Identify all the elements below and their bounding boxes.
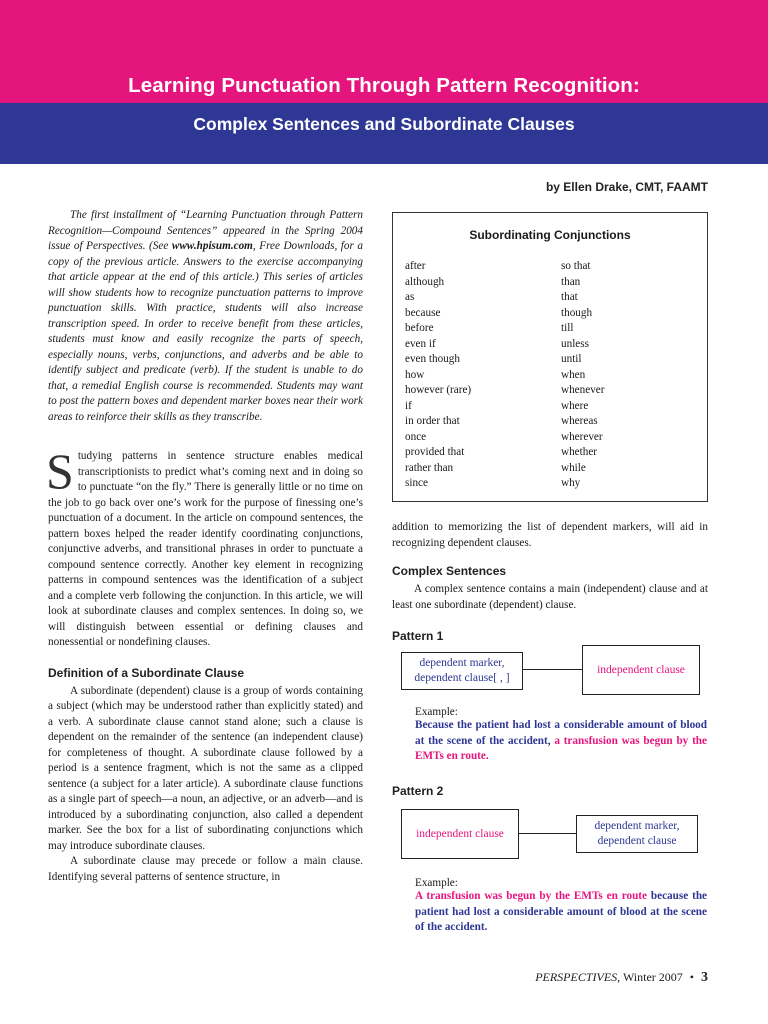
section-heading-subordinate-clause: Definition of a Subordinate Clause	[48, 665, 245, 680]
conjunction-item: if	[405, 399, 412, 412]
pattern-2-dependent-line-1: dependent marker,	[594, 820, 680, 832]
pattern-1-dependent-box	[401, 652, 523, 690]
footer-issue: , Winter 2007	[617, 970, 683, 984]
conjunctions-list-right	[561, 259, 604, 492]
conjunction-item: wherever	[561, 430, 603, 443]
pattern-2-dependent-box	[576, 815, 698, 853]
intro-url-link[interactable]: www.hpisum.com	[171, 240, 253, 252]
pattern-1-dependent-line-2: dependent clause[ , ]	[414, 672, 510, 684]
pattern-2-connector	[518, 833, 576, 834]
conjunction-item: where	[561, 399, 589, 412]
conjunction-item: although	[405, 275, 445, 288]
pattern-1-example	[415, 706, 707, 765]
conjunctions-box	[392, 212, 708, 502]
left-column	[48, 208, 363, 885]
pattern-2-example-text	[415, 889, 707, 936]
pattern-1-example-label: Example:	[415, 706, 458, 718]
conjunction-item: till	[561, 322, 574, 334]
pattern-2-example-dependent: because the patient had lost a considerable amount of blood at the scene of the accident.	[415, 890, 708, 933]
footer-magazine: PERSPECTIVES	[535, 970, 618, 984]
conjunction-item: provided that	[405, 446, 465, 458]
conjunctions-title: Subordinating Conjunctions	[469, 228, 631, 242]
article-title: Learning Punctuation Through Pattern Recognition:	[128, 74, 640, 97]
opening-paragraph	[46, 443, 363, 651]
page-footer	[535, 970, 708, 986]
conjunction-item: after	[405, 260, 426, 272]
section-heading-complex-sentences: Complex Sentences	[392, 564, 507, 578]
conjunction-item: how	[405, 368, 425, 381]
conjunction-item: in order that	[405, 415, 460, 427]
pattern-2-independent-label: independent clause	[416, 827, 504, 840]
footer-bullet: •	[689, 970, 694, 984]
conjunction-item: even if	[405, 337, 436, 350]
pattern-1-example-independent: a transfusion was begun by the EMTs en route.	[415, 734, 707, 762]
pattern-2-example-independent: A transfusion was begun by the EMTs en route	[415, 890, 647, 902]
pattern-1-example-text	[415, 718, 707, 765]
conjunction-item: when	[561, 368, 586, 381]
conjunction-item: because	[405, 306, 441, 319]
complex-sentences-paragraph: A complex sentence contains a main (independent) clause and at least one subordinate (dependent) clause.	[392, 583, 708, 611]
conjunction-item: once	[405, 430, 427, 443]
pattern-2-dependent-line-2: dependent clause	[597, 835, 677, 847]
conjunction-item: until	[561, 353, 582, 365]
intro-magazine: Perspectives	[86, 240, 143, 252]
pattern-2-independent-box	[401, 809, 519, 859]
conjunction-item: while	[561, 461, 586, 474]
conjunction-item: so that	[561, 260, 591, 272]
intro-text-1: The first installment of “Learning Punctuation through Pattern Recognition—Compound Sentences” appeared in the Spring 2004 issue of	[48, 209, 363, 252]
conjunction-item: since	[405, 477, 428, 489]
right-column	[392, 212, 708, 613]
pattern-2-example	[415, 877, 707, 936]
intro-text-3: , Free Downloads, for a copy of the previous article. Answers to the exercise accompanying that article appear at the end of this article.) This series of articles will show students how to recognize punctuation patterns to improve punctuation skills. With practice, students will also increase transcription speed. In order to receive benefit from these articles, students must know and easily recognize the parts of speech, especially nouns, verbs, conjunctions, and adverbs and be able to identify subject and predicate (verb). If the student is unable to do that, a remedial English course is recommended. Students may want to post the pattern boxes and dependent marker boxes near their work areas to reinforce their skills as they transcribe.	[48, 240, 363, 423]
conjunction-item: though	[561, 306, 593, 319]
conjunction-item: that	[561, 291, 578, 303]
conjunction-item: unless	[561, 337, 589, 350]
pattern-1-example-dependent: Because the patient had lost a considerable amount of blood at the scene of the accident,	[415, 719, 707, 747]
pattern-1-heading: Pattern 1	[392, 629, 444, 643]
conjunction-item: than	[561, 275, 581, 288]
page-number: 3	[701, 970, 708, 985]
intro-text-2: . (See	[142, 240, 172, 252]
article-subtitle: Complex Sentences and Subordinate Clauses	[193, 114, 575, 134]
byline: by Ellen Drake, CMT, FAAMT	[545, 180, 708, 194]
conjunction-item: whether	[561, 446, 598, 458]
conjunction-item: however (rare)	[405, 384, 472, 396]
pattern-1-connector	[522, 669, 582, 670]
pattern-2-example-label: Example:	[415, 877, 458, 889]
conjunction-item: whenever	[561, 384, 605, 396]
pattern-1-independent-box	[582, 645, 700, 695]
drop-cap: S	[46, 443, 74, 499]
conjunction-item: whereas	[561, 415, 598, 427]
conjunction-item: rather than	[405, 461, 454, 474]
conjunction-item: why	[561, 477, 581, 489]
pattern-1-dependent-line-1: dependent marker,	[419, 657, 505, 669]
body-paragraph-1: tudying patterns in sentence structure enables medical transcriptionists to predict what’s coming next and in doing so to punctuate “on the fly.” There is generally little or no time on the job to go back over one’s work for the purpose of finessing one’s punctuation of a document. In the article on compound sentences, the pattern boxes helped the reader identify coordinating conjunctions, conjunctive adverbs, and transitional phrases in order to punctuate a compound sentence correctly. Another key element in recognizing patterns in compound sentences was the identification of a subject and a complete verb following the conjunction. In this article, we will look at subordinate clauses and complex sentences. In doing so, we will distinguish between essential or defining clauses and nonessential or nondefining clauses.	[48, 450, 363, 648]
conjunction-item: before	[405, 322, 434, 334]
conjunctions-list-left	[405, 259, 471, 492]
intro-paragraph	[48, 208, 363, 425]
body-paragraph-2: A subordinate (dependent) clause is a group of words containing a subject (which may be understood rather than explicitly stated) and a verb. A subordinate clause cannot stand alone; such a clause is dependent on the remainder of the sentence (an independent clause) for completeness of thought. A subordinate clause followed by a period is a sentence fragment, which is not the same as a clipped sentence (a subject for a later article). A subordinate clause functions as a single part of speech—a noun, an adjective, or an adverb—and is introduced by a subordinating conjunction, also called a dependent marker. See the box for a list of subordinating conjunctions which may introduce subordinate clauses.	[48, 684, 363, 852]
conjunction-item: as	[405, 291, 415, 303]
pattern-1-independent-label: independent clause	[597, 663, 685, 676]
body-paragraph-3: A subordinate clause may precede or follow a main clause. Identifying several patterns of sentence structure, in	[48, 855, 363, 883]
pattern-2-heading: Pattern 2	[392, 784, 444, 798]
conjunction-item: even though	[405, 353, 460, 365]
right-continuation-paragraph: addition to memorizing the list of dependent markers, will aid in recognizing dependent clauses.	[392, 521, 708, 549]
